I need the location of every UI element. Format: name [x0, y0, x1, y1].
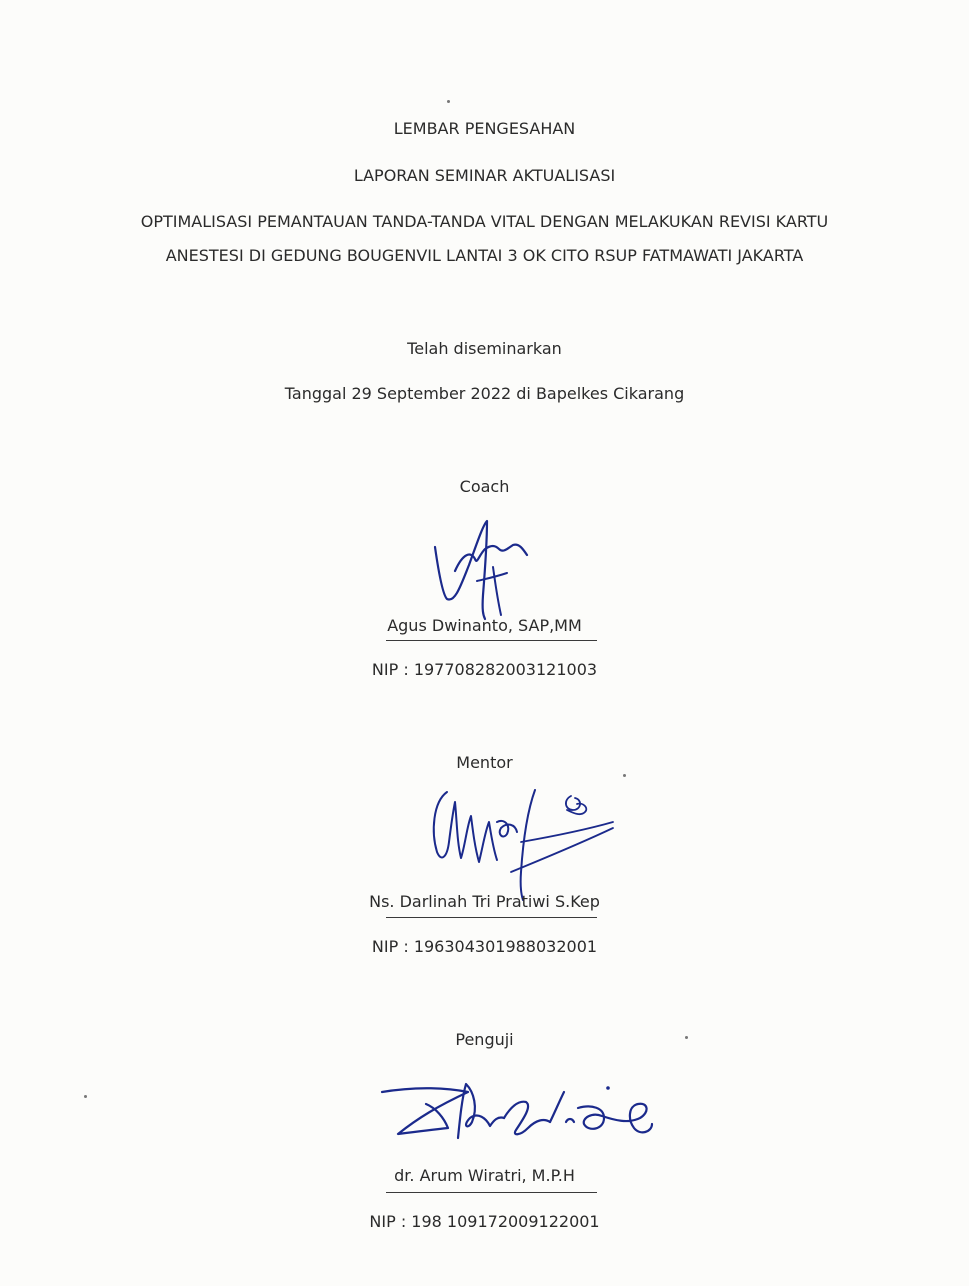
mentor-signature — [425, 782, 625, 902]
coach-role-label: Coach — [459, 477, 510, 496]
coach-nip: NIP : 197708282003121003 — [371, 660, 598, 679]
seminar-date-place: Tanggal 29 September 2022 di Bapelkes Cikarang — [284, 384, 685, 403]
coach-signature-line — [386, 640, 597, 641]
report-title-line-2: ANESTESI DI GEDUNG BOUGENVIL LANTAI 3 OK CITO RSUP FATMAWATI JAKARTA — [165, 246, 804, 265]
mentor-name: Ns. Darlinah Tri Pratiwi S.Kep — [369, 892, 600, 911]
examiner-role-label: Penguji — [455, 1030, 514, 1049]
seminar-statement: Telah diseminarkan — [407, 339, 562, 358]
mentor-nip: NIP : 196304301988032001 — [371, 937, 598, 956]
examiner-name: dr. Arum Wiratri, M.P.H — [394, 1166, 575, 1185]
scan-speck — [84, 1095, 87, 1098]
examiner-nip: NIP : 198 109172009122001 — [369, 1212, 600, 1231]
scan-speck — [685, 1036, 688, 1039]
mentor-signature-line — [386, 917, 597, 918]
scan-speck — [447, 100, 450, 103]
scan-speck — [623, 774, 626, 777]
examiner-signature — [378, 1078, 658, 1158]
coach-signature — [425, 515, 545, 623]
header-title: LEMBAR PENGESAHAN — [393, 119, 576, 138]
coach-name: Agus Dwinanto, SAP,MM — [387, 616, 582, 635]
mentor-role-label: Mentor — [456, 753, 513, 772]
examiner-signature-line — [386, 1192, 597, 1193]
header-subtitle: LAPORAN SEMINAR AKTUALISASI — [353, 166, 616, 185]
report-title-line-1: OPTIMALISASI PEMANTAUAN TANDA-TANDA VITAL DENGAN MELAKUKAN REVISI KARTU — [140, 212, 829, 231]
